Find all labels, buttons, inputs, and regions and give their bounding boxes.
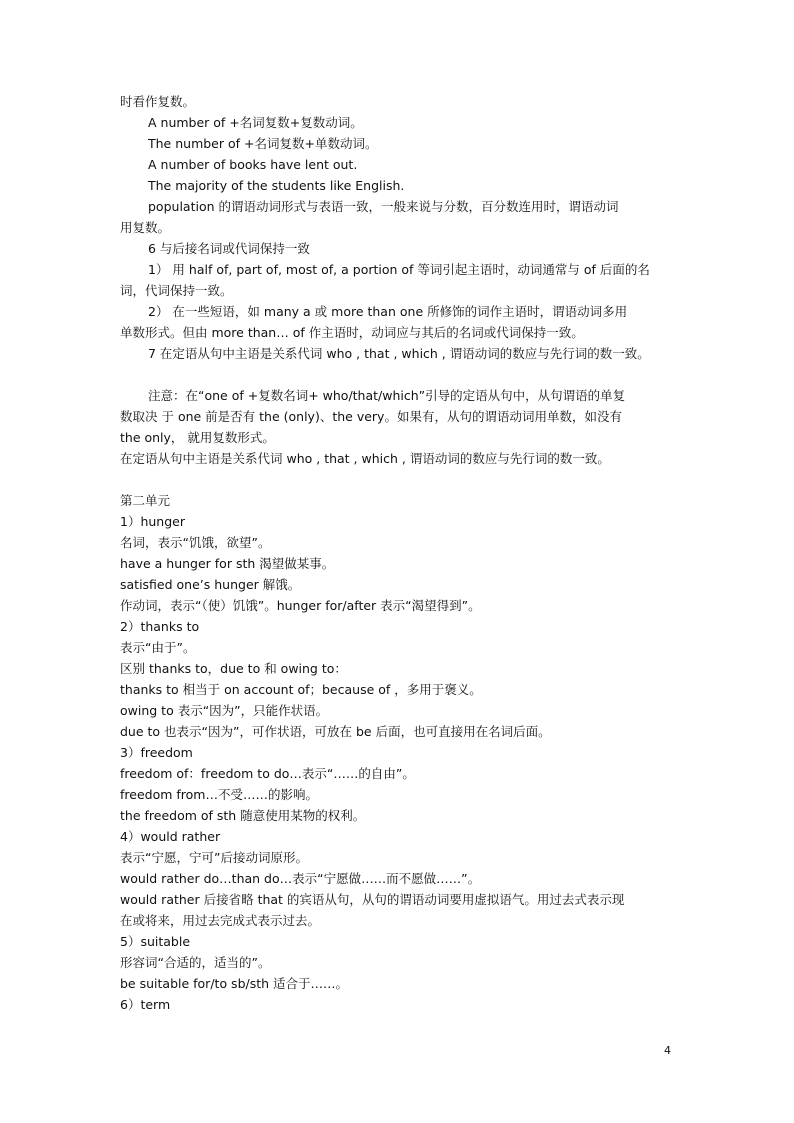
text-line: would rather do…than do…表示“宁愿做……而不愿做……”。 <box>120 871 481 886</box>
text-line: be suitable for/to sb/sth 适合于……。 <box>120 976 349 991</box>
text-line: 表示“宁愿，宁可”后接动词原形。 <box>120 850 308 865</box>
text-line: The number of +名词复数+单数动词。 <box>148 136 378 151</box>
section-heading: 第二单元 <box>120 493 171 508</box>
text-line: freedom of：freedom to do…表示“……的自由”。 <box>120 766 415 781</box>
text-line: 时看作复数。 <box>120 94 196 109</box>
text-line: owing to 表示“因为”，只能作状语。 <box>120 703 329 718</box>
text-line: 在定语从句中主语是关系代词 who , that , which , 谓语动词的数应与先行词的数一致。 <box>120 451 610 466</box>
text-line: 单数形式。但由 more than… of 作主语时，动词应与其后的名词或代词保持一致。 <box>120 325 584 340</box>
text-line: 名词，表示“饥饿，欲望”。 <box>120 535 271 550</box>
text-line: 6 与后接名词或代词保持一致 <box>148 241 310 256</box>
text-line: 1）hunger <box>120 514 185 529</box>
text-line: 2）thanks to <box>120 619 200 634</box>
text-line: due to 也表示“因为”，可作状语，可放在 be 后面，也可直接用在名词后面。 <box>120 724 551 739</box>
text-line: satisfied one’s hunger 解饿。 <box>120 577 301 592</box>
text-line: 在或将来，用过去完成式表示过去。 <box>120 913 321 928</box>
text-line: A number of books have lent out. <box>148 157 358 172</box>
text-line: 6）term <box>120 997 171 1012</box>
text-line: 表示“由于”。 <box>120 640 196 655</box>
text-line: 3）freedom <box>120 745 193 760</box>
text-line: 数取决 于 one 前是否有 the (only)、the very。如果有，从句的谓语动词用单数，如没有 <box>120 409 622 424</box>
text-line: 词，代词保持一致。 <box>120 283 233 298</box>
text-line: 1） 用 half of, part of, most of, a portion of 等词引起主语时，动词通常与 of 后面的名 <box>148 262 650 277</box>
text-line: 区别 thanks to，due to 和 owing to： <box>120 661 347 676</box>
text-line: 作动词，表示“（使）饥饿”。hunger for/after 表示“渴望得到”。 <box>120 598 481 613</box>
text-line: 5）suitable <box>120 934 191 949</box>
text-line: 7 在定语从句中主语是关系代词 who , that , which , 谓语动词的数应与先行词的数一致。 <box>148 346 650 361</box>
text-line: thanks to 相当于 on account of；because of ，多用于褒义。 <box>120 682 482 697</box>
text-line: the freedom of sth 随意使用某物的权利。 <box>120 808 366 823</box>
text-line: 2） 在一些短语，如 many a 或 more than one 所修饰的词作主语时，谓语动词多用 <box>148 304 628 319</box>
text-line: the only， 就用复数形式。 <box>120 430 275 445</box>
text-line: A number of +名词复数+复数动词。 <box>148 115 363 130</box>
text-line: The majority of the students like English. <box>148 178 405 193</box>
text-line: 注意：在“one of +复数名词+ who/that/which”引导的定语从句中，从句谓语的单复 <box>148 388 626 403</box>
text-line: freedom from…不受……的影响。 <box>120 787 318 802</box>
text-line: 形容词“合适的，适当的”。 <box>120 955 271 970</box>
text-line: 用复数。 <box>120 220 171 235</box>
text-line: population 的谓语动词形式与表语一致，一般来说与分数，百分数连用时，谓语动词 <box>148 199 619 214</box>
text-line: would rather 后接省略 that 的宾语从句，从句的谓语动词要用虚拟语气。用过去式表示现 <box>120 892 625 907</box>
text-line: 4）would rather <box>120 829 221 844</box>
page-number: 4 <box>664 1044 671 1057</box>
text-line: have a hunger for sth 渴望做某事。 <box>120 556 335 571</box>
